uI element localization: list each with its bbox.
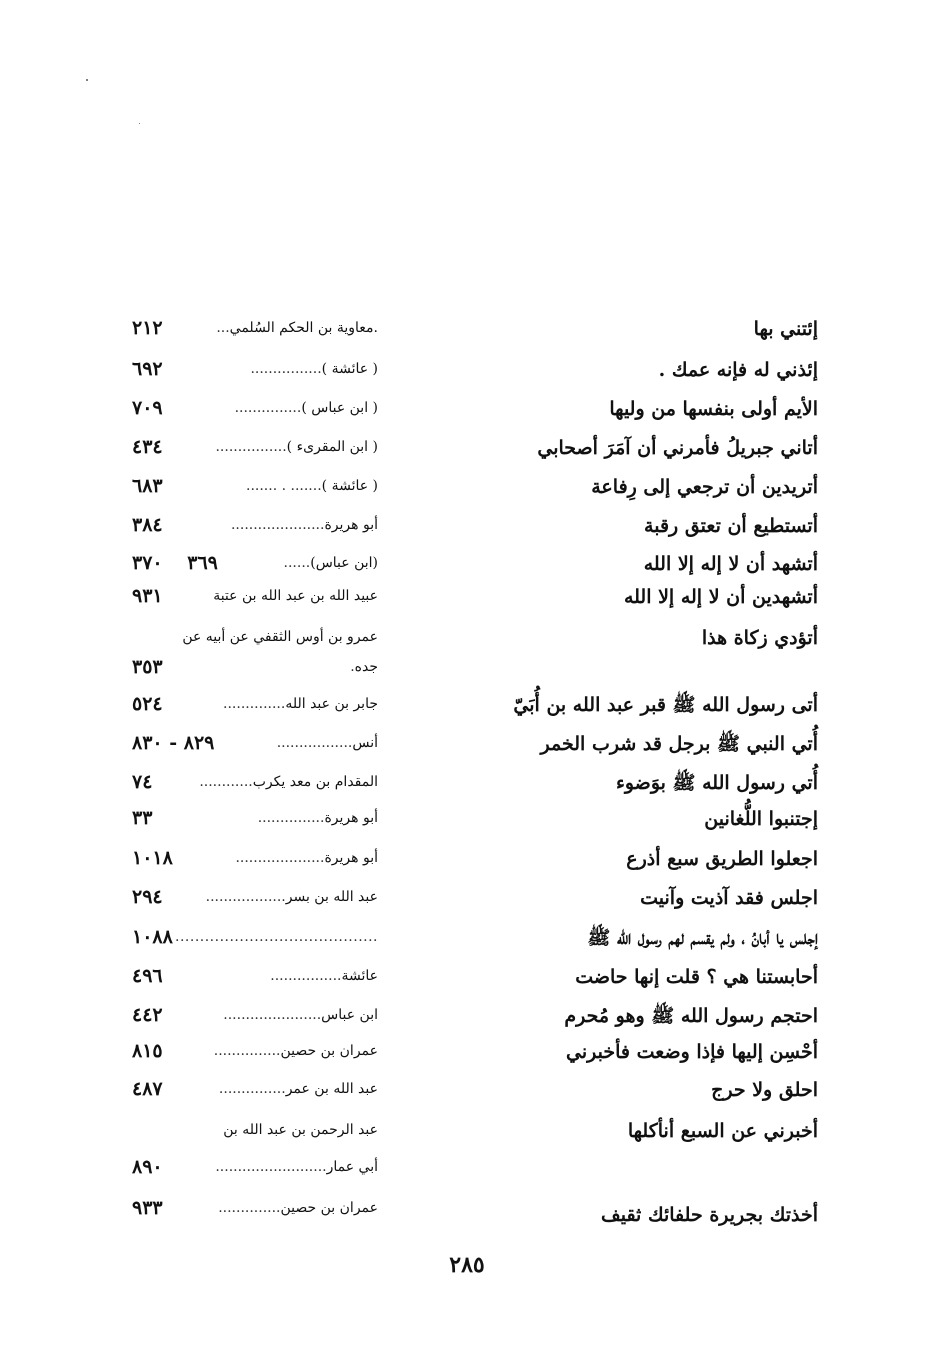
narrator-name: ابن عباس bbox=[321, 1007, 378, 1023]
hadith-text: أُتي النبي ﷺ برجل قد شرب الخمر bbox=[540, 733, 818, 755]
hadith-text: أتشهدين أن لا إله إلا الله bbox=[623, 586, 818, 608]
leader-dots: ....... . ....... bbox=[246, 478, 322, 494]
leader-dots: .................. bbox=[205, 889, 286, 905]
hadith-text: أُتي رسول الله ﷺ بوَضوء bbox=[615, 772, 818, 794]
hadith-text: إجتنبوا اللُّغانين bbox=[704, 808, 818, 830]
leader-dots: ............... bbox=[234, 400, 302, 416]
narrator-name: .معاوية بن الحكم السُلمي bbox=[229, 320, 378, 336]
hadith-number: ١٠١٨ bbox=[132, 847, 173, 869]
narrator-name: جده bbox=[354, 659, 378, 675]
hadith-text: إئذني له فإنه عمك . bbox=[658, 359, 818, 381]
hadith-number: ٤٩٦ bbox=[132, 965, 163, 987]
leader-dots: ............... bbox=[213, 1043, 281, 1059]
hadith-number: ٨٩٠ bbox=[132, 1156, 163, 1178]
leader-dots: ... bbox=[216, 320, 230, 336]
narrator-name: عبيد الله بن عبد الله بن عتبة bbox=[213, 588, 378, 604]
leader-dots: ...................... bbox=[223, 1007, 322, 1023]
hadith-text: الأيم أولى بنفسها من وليها bbox=[609, 398, 818, 420]
hadith-text: إئتني بها bbox=[753, 318, 818, 340]
hadith-number: ٩٣٣ bbox=[132, 1197, 163, 1219]
leader-dots: .............. bbox=[218, 1200, 281, 1216]
leader-dots: ......................................... bbox=[175, 929, 378, 945]
hadith-text: أتشهد أن لا إله إلا الله bbox=[643, 553, 818, 575]
hadith-text: أتريدين أن ترجعي إلى رِفاعة bbox=[591, 476, 818, 498]
leader-dots: ................ bbox=[270, 968, 342, 984]
hadith-number: ١٠٨٨ bbox=[132, 926, 173, 948]
narrator-name: عمرو بن أوس الثقفي عن أبيه عن bbox=[182, 629, 378, 645]
hadith-text: أتستطيع أن تعتق رقبة bbox=[644, 515, 818, 537]
narrator-name: أبي عمار bbox=[326, 1159, 378, 1175]
hadith-number: ٢١٢ bbox=[132, 317, 163, 339]
hadith-text: أخذتك بجريرة حلفائك ثقيف bbox=[601, 1204, 818, 1226]
narrator bbox=[128, 625, 378, 649]
leader-dots: .................... bbox=[235, 850, 325, 866]
narrator-name: عبد الله بن بسر bbox=[285, 889, 378, 905]
narrator-name: المقدام بن معد يكرب bbox=[252, 774, 378, 790]
leader-dots: ...... bbox=[283, 555, 311, 571]
narrator-name: ( عائشة ) bbox=[321, 478, 378, 494]
hadith-number: ٣٥٣ bbox=[132, 656, 163, 678]
hadith-number: ٤٣٤ bbox=[132, 436, 163, 458]
hadith-text: إجلس يا أبانُ ، ولم يقسم لهم رسول الله ﷺ bbox=[587, 927, 818, 949]
hadith-number: ٤٤٢ bbox=[132, 1004, 163, 1026]
hadith-number: ٣٣ bbox=[132, 807, 153, 829]
hadith-text: أحْسِن إليها فإذا وضعت فأخبرني bbox=[566, 1041, 818, 1063]
narrator-name: أنس bbox=[352, 735, 378, 751]
hadith-number: ٧٤ bbox=[132, 771, 153, 793]
narrator-name: (ابن عباس) bbox=[310, 555, 378, 571]
leader-dots: .............. bbox=[223, 696, 286, 712]
hadith-number: ٥٢٤ bbox=[132, 693, 163, 715]
hadith-number: ٧٠٩ bbox=[132, 397, 163, 419]
narrator-name: عمران بن حصين bbox=[280, 1043, 378, 1059]
hadith-text: احلق ولا حرج bbox=[711, 1079, 818, 1101]
hadith-text: اجعلوا الطريق سبع أذرع bbox=[626, 848, 818, 870]
hadith-text: أتى رسول الله ﷺ قبر عبد الله بن أُبَيّ bbox=[513, 694, 818, 716]
narrator-name: ( ابن المقرىء ) bbox=[286, 439, 378, 455]
hadith-text: احتجم رسول الله ﷺ وهو مُحرم bbox=[564, 1005, 818, 1027]
narrator-name: عبد الرحمن بن عبد الله بن bbox=[223, 1122, 378, 1138]
narrator-name: أبو هريرة bbox=[324, 517, 378, 533]
narrator-name: عمران بن حصين bbox=[280, 1200, 378, 1216]
hadith-number: ٣٦٩ ٣٧٠ bbox=[132, 552, 218, 574]
narrator-name: عائشة bbox=[341, 968, 378, 984]
hadith-number: ٩٣١ bbox=[132, 585, 163, 607]
narrator-name: عبد الله بن عمر bbox=[285, 1081, 378, 1097]
leader-dots: ................. bbox=[276, 735, 353, 751]
hadith-text: أخبرني عن السبع أنأكلها bbox=[627, 1120, 818, 1142]
hadith-number: ٣٨٤ bbox=[132, 514, 163, 536]
hadith-number: ٦٨٣ bbox=[132, 475, 163, 497]
narrator bbox=[128, 1118, 378, 1142]
narrator-name: ( ابن عباس ) bbox=[301, 400, 378, 416]
leader-dots: ......................... bbox=[215, 1159, 327, 1175]
hadith-number: ٨١٥ bbox=[132, 1040, 163, 1062]
leader-dots: ............ bbox=[199, 774, 253, 790]
hadith-text: أتؤدي زكاة هذا bbox=[701, 627, 818, 649]
leader-dots: ................ bbox=[250, 361, 322, 377]
hadith-number: ٨٢٩ - ٨٣٠ bbox=[132, 732, 215, 754]
leader-dots: ................ bbox=[215, 439, 287, 455]
leader-dots: . bbox=[350, 659, 355, 675]
narrator-name: أبو هريرة bbox=[324, 810, 378, 826]
leader-dots: ............... bbox=[257, 810, 325, 826]
page-number: ٢٨٥ bbox=[449, 1252, 485, 1278]
hadith-number: ٤٨٧ bbox=[132, 1078, 163, 1100]
hadith-number: ٢٩٤ bbox=[132, 886, 163, 908]
leader-dots: ............... bbox=[218, 1081, 286, 1097]
narrator-name: جابر بن عبد الله bbox=[285, 696, 378, 712]
leader-dots: ..................... bbox=[230, 517, 325, 533]
hadith-text: أحابستنا هي ؟ قلت إنها حاضت bbox=[575, 966, 818, 988]
hadith-number: ٦٩٢ bbox=[132, 358, 163, 380]
hadith-text: اجلس فقد آذيت وآنيت bbox=[640, 887, 818, 909]
narrator-name: ( عائشة ) bbox=[321, 361, 378, 377]
hadith-text: أتاني جبريلُ فأمرني أن آمَرَ أصحابي bbox=[537, 437, 818, 459]
narrator-name: أبو هريرة bbox=[324, 850, 378, 866]
